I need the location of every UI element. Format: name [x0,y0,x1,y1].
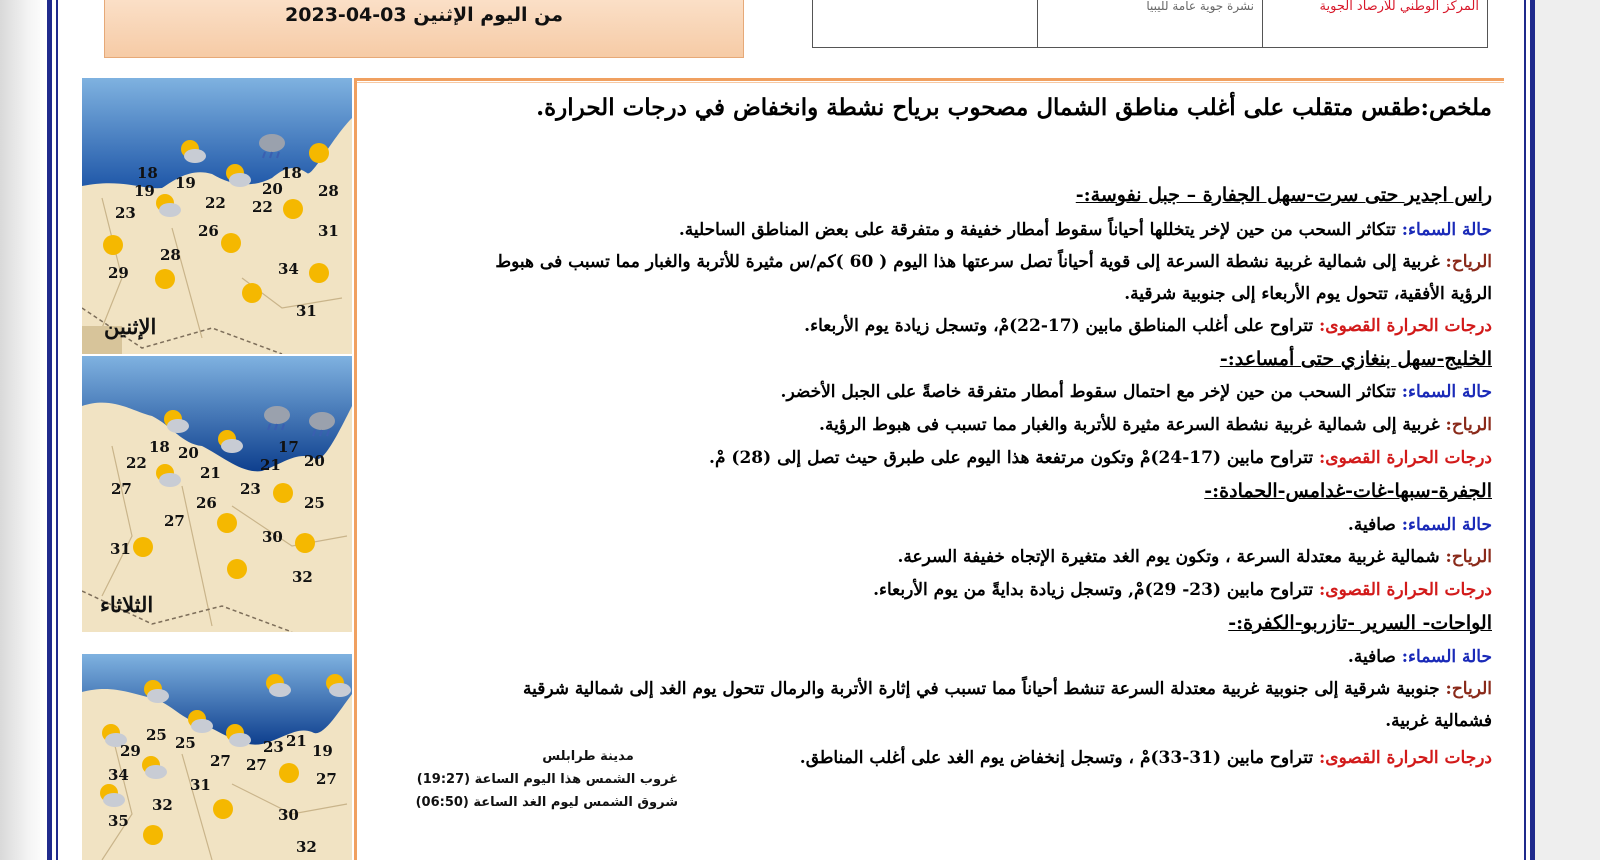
rain-cloud-icon [257,130,287,160]
sun-icon [304,138,334,168]
wind-line [523,679,1492,699]
city-sun-times [388,745,678,814]
map-temp: 27 [210,752,231,770]
map-temp: 29 [120,742,141,760]
wind-line-cont: فشمالية غربية. [1385,711,1492,731]
page-shadow-right [1535,0,1600,860]
sun-icon [128,532,158,562]
sunrise-time: شروق الشمس ليوم الغد الساعة (06:50) [415,795,678,810]
content-side-rule [354,78,357,860]
map-temp: 35 [108,812,129,830]
forecast-map-tuesday [82,356,352,632]
cloudy-sun-icon [262,670,292,700]
forecast-map-wednesday [82,654,352,860]
sky-label: حالة السماء: [1401,515,1492,535]
wind-line [819,415,1492,435]
sky-text: تتكاثر السحب من حين لإخر مع احتمال سقوط أمطار متفرقة خاصةً على الجبل الأخضر. [780,382,1396,402]
header-cell-empty [813,0,1037,47]
map-temp: 19 [312,742,333,760]
temp-text: تتراوح مابين (23- 29)مْ, وتسجل زيادة بدايةً من يوم الأربعاء. [873,580,1314,600]
map-temp: 20 [178,444,199,462]
header-table [812,0,1488,48]
cloudy-sun-icon [177,136,207,166]
map-temp: 25 [146,726,167,744]
map-temp: 31 [296,302,317,320]
rain-cloud-icon [262,402,292,432]
map-temp: 27 [246,756,267,774]
cloudy-sun-icon [138,752,168,782]
map-temp: 32 [296,838,317,856]
map-day-label: الثلاثاء [100,592,154,617]
map-temp: 20 [262,180,283,198]
sun-icon [138,820,168,850]
temp-line [800,748,1492,768]
map-day-label: الإثنين [104,314,157,339]
cloudy-sun-icon [140,676,170,706]
sky-line [781,382,1492,402]
map-temp: 23 [263,738,284,756]
temp-line [873,580,1492,600]
page-frame-left [47,0,52,860]
rain-cloud-icon [307,408,337,438]
wind-label: الرياح: [1445,415,1492,435]
page-frame-left-inner [56,0,58,860]
region-title: الواحات- السرير -تازربو-الكفرة:- [1228,612,1492,634]
map-temp: 21 [260,456,281,474]
region-title: الخليج-سهل بنغازي حتى أمساعد:- [1219,348,1492,370]
map-temp: 22 [126,454,147,472]
sky-label: حالة السماء: [1401,220,1492,240]
wind-text: غربية إلى شمالية غربية نشطة السرعة مثيرة للأتربة والغبار مما تسبب فى هبوط الرؤية. [819,415,1440,435]
sun-icon [150,264,180,294]
map-temp: 31 [190,776,211,794]
map-temp: 34 [108,766,129,784]
header-cell-center: المركز الوطني للأرصاد الجوية [1262,0,1487,47]
map-temp: 22 [252,198,273,216]
sky-text: صافية. [1347,515,1396,535]
map-temp: 29 [108,264,129,282]
map-temp: 23 [240,480,261,498]
map-temp: 21 [200,464,221,482]
sun-icon [208,794,238,824]
cloudy-sun-icon [160,406,190,436]
temp-label: درجات الحرارة القصوى: [1318,448,1492,468]
content-top-rule-thin [354,82,1504,83]
map-temp: 34 [278,260,299,278]
sunset-time: غروب الشمس هذا اليوم الساعة (19:27) [416,772,678,787]
region-title: الجفرة-سبها-غات-غدامس-الحمادة:- [1204,480,1492,502]
map-temp: 30 [262,528,283,546]
cloudy-sun-icon [214,426,244,456]
temp-label: درجات الحرارة القصوى: [1318,580,1492,600]
map-temp: 21 [286,732,307,750]
sun-icon [98,230,128,260]
map-temp: 28 [160,246,181,264]
map-temp: 27 [111,480,132,498]
map-temp: 28 [318,182,339,200]
wind-line-cont: الرؤية الأفقية، تتحول يوم الأربعاء إلى جنوبية شرقية. [1124,284,1492,304]
wind-label: الرياح: [1445,679,1492,699]
sun-icon [237,278,267,308]
temp-label: درجات الحرارة القصوى: [1318,316,1492,336]
cloudy-sun-icon [152,460,182,490]
sun-icon [274,758,304,788]
forecast-map-monday [82,78,352,354]
cloudy-sun-icon [222,720,252,750]
map-temp: 26 [198,222,219,240]
cloudy-sun-icon [222,160,252,190]
map-temp: 18 [137,164,158,182]
cloudy-sun-icon [152,190,182,220]
map-temp: 27 [316,770,337,788]
wind-text: شمالية غربية معتدلة السرعة ، وتكون يوم الغد متغيرة الإتجاه خفيفة السرعة. [897,547,1440,567]
temp-line [804,316,1492,336]
temp-text: تتراوح مابين (17-24)مْ وتكون مرتفعة هذا اليوم على طبرق حيث تصل إلى (28) مْ. [709,448,1314,468]
page-frame-right-inner [1524,0,1526,860]
wind-text: غربية إلى شمالية غربية نشطة السرعة إلى قوية أحياناً تصل سرعتها هذا اليوم ( 60 )كم/س مثيرة للأتربة والغبار مما تسبب فى هبوط [495,252,1440,272]
sun-icon [304,258,334,288]
sky-text: تتكاثر السحب من حين لإخر يتخللها أحياناً سقوط أمطار خفيفة و متفرقة على بعض المناطق الساحلية. [678,220,1396,240]
map-temp: 32 [152,796,173,814]
sky-line [1348,647,1492,667]
sun-icon [268,478,298,508]
sun-icon [290,528,320,558]
sun-icon [222,554,252,584]
map-temp: 20 [304,452,325,470]
map-temp: 22 [205,194,226,212]
page-shadow [0,0,48,860]
wind-line [495,252,1492,272]
temp-text: تتراوح على أغلب المناطق مابين (17-22)مْ، وتسجل زيادة يوم الأربعاء. [804,316,1314,336]
map-temp: 31 [318,222,339,240]
city-name: مدينة طرابلس [542,749,634,764]
map-temp: 18 [149,438,170,456]
content-top-rule [354,78,1504,81]
map-temp: 26 [196,494,217,512]
header-cell-bulletin: نشرة جوية عامة لليبيا [1037,0,1262,47]
sky-line [1348,515,1492,535]
cloudy-sun-icon [322,670,352,700]
sky-label: حالة السماء: [1401,382,1492,402]
map-temp: 27 [164,512,185,530]
map-temp: 25 [175,734,196,752]
sun-icon [212,508,242,538]
map-temp: 17 [278,438,299,456]
sky-text: صافية. [1347,647,1396,667]
wind-line [897,547,1492,567]
temp-text: تتراوح مابين (31-33)مْ ، وتسجل إنخفاض يوم الغد على أغلب المناطق. [799,748,1314,768]
map-temp: 18 [281,164,302,182]
temp-line [709,448,1492,468]
date-banner [104,0,744,58]
cloudy-sun-icon [184,706,214,736]
sun-icon [216,228,246,258]
map-temp: 23 [115,204,136,222]
cloudy-sun-icon [96,780,126,810]
wind-label: الرياح: [1445,547,1492,567]
sky-line [679,220,1492,240]
map-temp: 30 [278,806,299,824]
map-temp: 25 [304,494,325,512]
wind-text: جنوبية شرقية إلى جنوبية غربية معتدلة السرعة تنشط أحياناً مما تسبب في إثارة الأتربة والرمال تتحول يوم الغد إلى شمالية شرقية [523,679,1440,699]
temp-label: درجات الحرارة القصوى: [1318,748,1492,768]
region-title: راس اجدير حتى سرت-سهل الجفارة – جبل نفوسة:- [1075,184,1492,206]
date-line: من اليوم الإثنين 03-04-2023 [285,4,563,26]
map-temp: 31 [110,540,131,558]
forecast-summary: ملخص:طقس متقلب على أغلب مناطق الشمال مصحوب برياح نشطة وانخفاض في درجات الحرارة. [536,94,1492,121]
map-temp: 19 [134,182,155,200]
map-temp: 19 [175,174,196,192]
map-temp: 32 [292,568,313,586]
sky-label: حالة السماء: [1401,647,1492,667]
sun-icon [278,194,308,224]
wind-label: الرياح: [1445,252,1492,272]
